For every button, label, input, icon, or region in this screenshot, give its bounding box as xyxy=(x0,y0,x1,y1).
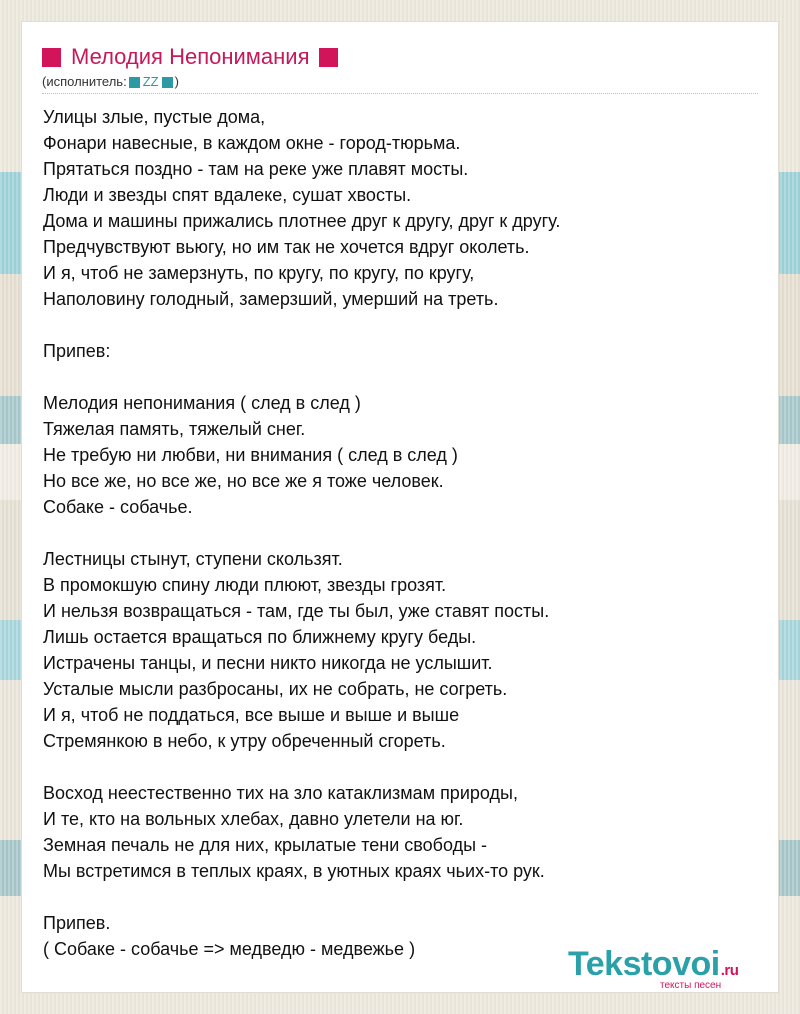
logo-name: Tekstovoi xyxy=(568,945,720,983)
lyric-line: Лестницы стынут, ступени скользят. xyxy=(43,549,343,569)
lyric-line: Тяжелая память, тяжелый снег. xyxy=(43,419,306,439)
lyric-line: Наполовину голодный, замерзший, умерший на треть. xyxy=(43,289,499,309)
lyric-line: Улицы злые, пустые дома, xyxy=(43,107,266,127)
lyric-line: Но все же, но все же, но все же я тоже человек. xyxy=(43,471,444,491)
logo-tagline: тексты песен xyxy=(660,980,722,991)
lyrics-text xyxy=(43,104,763,962)
artist-suffix: ) xyxy=(174,74,179,89)
lyric-line: Усталые мысли разбросаны, их не собрать, не согреть. xyxy=(43,679,508,699)
lyrics-card xyxy=(22,22,778,992)
title-left-square-icon xyxy=(42,48,61,67)
artist-left-square-icon xyxy=(129,77,140,88)
title-row xyxy=(42,42,338,72)
lyric-line: Истрачены танцы, и песни никто никогда не услышит. xyxy=(43,653,493,673)
lyric-line: Прятаться поздно - там на реке уже плавят мосты. xyxy=(43,159,469,179)
lyric-line: Припев: xyxy=(43,341,111,361)
blank-line xyxy=(43,754,763,780)
artist-line xyxy=(42,74,179,90)
lyric-line: Стремянкою в небо, к утру обреченный сгореть. xyxy=(43,731,446,751)
lyric-line: Мелодия непонимания ( след в след ) xyxy=(43,393,361,413)
lyric-line: Собаке - собачье. xyxy=(43,497,193,517)
site-logo[interactable] xyxy=(568,946,778,989)
logo-tld: .ru xyxy=(720,962,739,979)
lyric-line: И я, чтоб не поддаться, все выше и выше и выше xyxy=(43,705,460,725)
lyric-line: Мы встретимся в теплых краях, в уютных краях чьих-то рук. xyxy=(43,861,545,881)
lyric-line: Фонари навесные, в каждом окне - город-тюрьма. xyxy=(43,133,461,153)
lyric-line: И нельзя возвращаться - там, где ты был, уже ставят посты. xyxy=(43,601,550,621)
title-right-square-icon xyxy=(319,48,338,67)
lyric-line: Люди и звезды спят вдалеке, сушат хвосты. xyxy=(43,185,412,205)
blank-line xyxy=(43,520,763,546)
lyric-line: ( Собаке - собачье => медведю - медвежье ) xyxy=(43,939,416,959)
lyric-line: Земная печаль не для них, крылатые тени свободы - xyxy=(43,835,488,855)
title-divider xyxy=(42,93,758,94)
song-title: Мелодия Непонимания xyxy=(71,44,310,69)
artist-link[interactable]: ZZ xyxy=(142,74,159,89)
artist-prefix: (исполнитель: xyxy=(42,74,127,89)
lyric-line: В промокшую спину люди плюют, звезды грозят. xyxy=(43,575,447,595)
blank-line xyxy=(43,884,763,910)
blank-line xyxy=(43,312,763,338)
lyric-line: Не требую ни любви, ни внимания ( след в след ) xyxy=(43,445,458,465)
lyric-line: И те, кто на вольных хлебах, давно улетели на юг. xyxy=(43,809,464,829)
lyric-line: Дома и машины прижались плотнее друг к другу, друг к другу. xyxy=(43,211,561,231)
lyric-line: Лишь остается вращаться по ближнему кругу беды. xyxy=(43,627,477,647)
blank-line xyxy=(43,364,763,390)
lyric-line: И я, чтоб не замерзнуть, по кругу, по кругу, по кругу, xyxy=(43,263,475,283)
lyric-line: Предчувствуют вьюгу, но им так не хочется вдруг околеть. xyxy=(43,237,530,257)
lyric-line: Припев. xyxy=(43,913,111,933)
lyric-line: Восход неестественно тих на зло катаклизмам природы, xyxy=(43,783,518,803)
artist-right-square-icon xyxy=(162,77,173,88)
